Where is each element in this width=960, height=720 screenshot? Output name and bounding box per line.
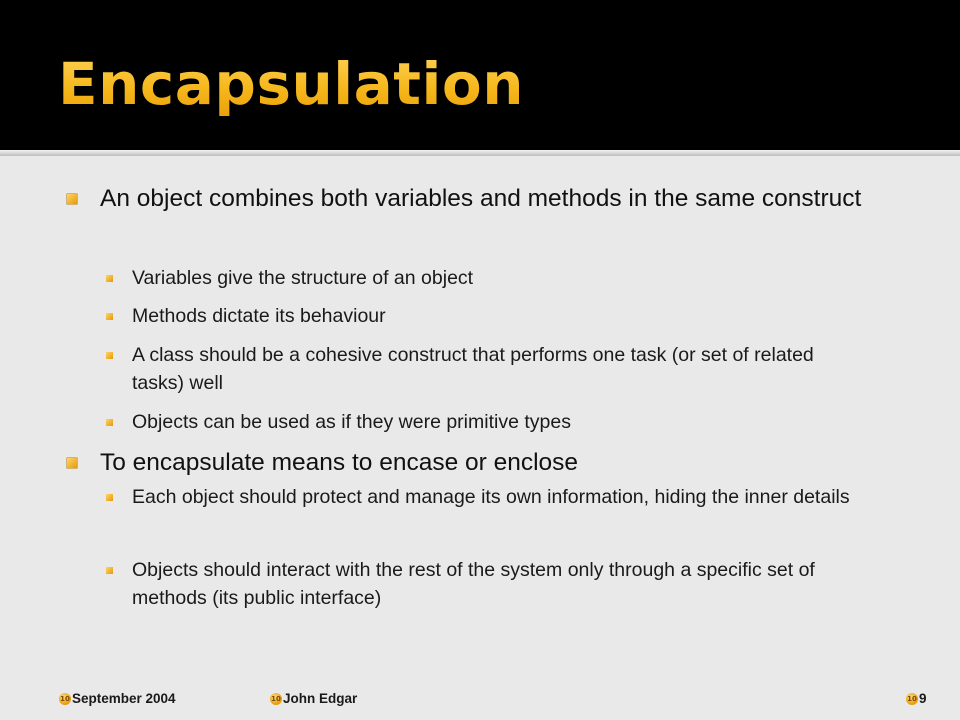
sub-bullet-square-icon: [106, 567, 113, 574]
footer-author-text: John Edgar: [283, 691, 358, 706]
sub-bullet-text: A class should be a cohesive construct that performs one task (or set of related tasks) well: [132, 344, 814, 394]
slide-title: Encapsulation: [58, 44, 524, 124]
sub-bullet-text: Objects should interact with the rest of the system only through a specific set of methods (its public interface): [132, 559, 815, 609]
bullet-square-icon: [67, 194, 77, 204]
bullet-text: To encapsulate means to encase or enclose: [100, 449, 579, 476]
footer-date-text: September 2004: [72, 691, 176, 706]
sub-bullet-square-icon: [106, 352, 113, 359]
sub-bullet-square-icon: [106, 313, 113, 320]
footer-bullet-icon: 10: [60, 695, 70, 703]
sub-bullet-square-icon: [106, 494, 113, 501]
sub-bullet-square-icon: [106, 419, 113, 426]
sub-bullet-text: Each object should protect and manage its own information, hiding the inner details: [132, 486, 850, 508]
footer-author: [270, 688, 357, 710]
footer-date: [59, 688, 176, 710]
footer-page-number: [906, 688, 927, 710]
bullet-square-icon: [67, 458, 77, 468]
footer-bullet-icon: 10: [271, 695, 281, 703]
footer-bullet-icon: 10: [907, 695, 917, 703]
bullet-text: An object combines both variables and methods in the same construct: [100, 185, 862, 212]
sub-bullet-text: Objects can be used as if they were primitive types: [132, 411, 571, 433]
sub-bullet-text: Methods dictate its behaviour: [132, 305, 386, 327]
sub-bullet-square-icon: [106, 275, 113, 282]
page-number-text: 9: [919, 691, 927, 706]
sub-bullet-text: Variables give the structure of an object: [132, 267, 474, 289]
title-divider: [0, 150, 960, 156]
title-bar: [0, 0, 960, 150]
